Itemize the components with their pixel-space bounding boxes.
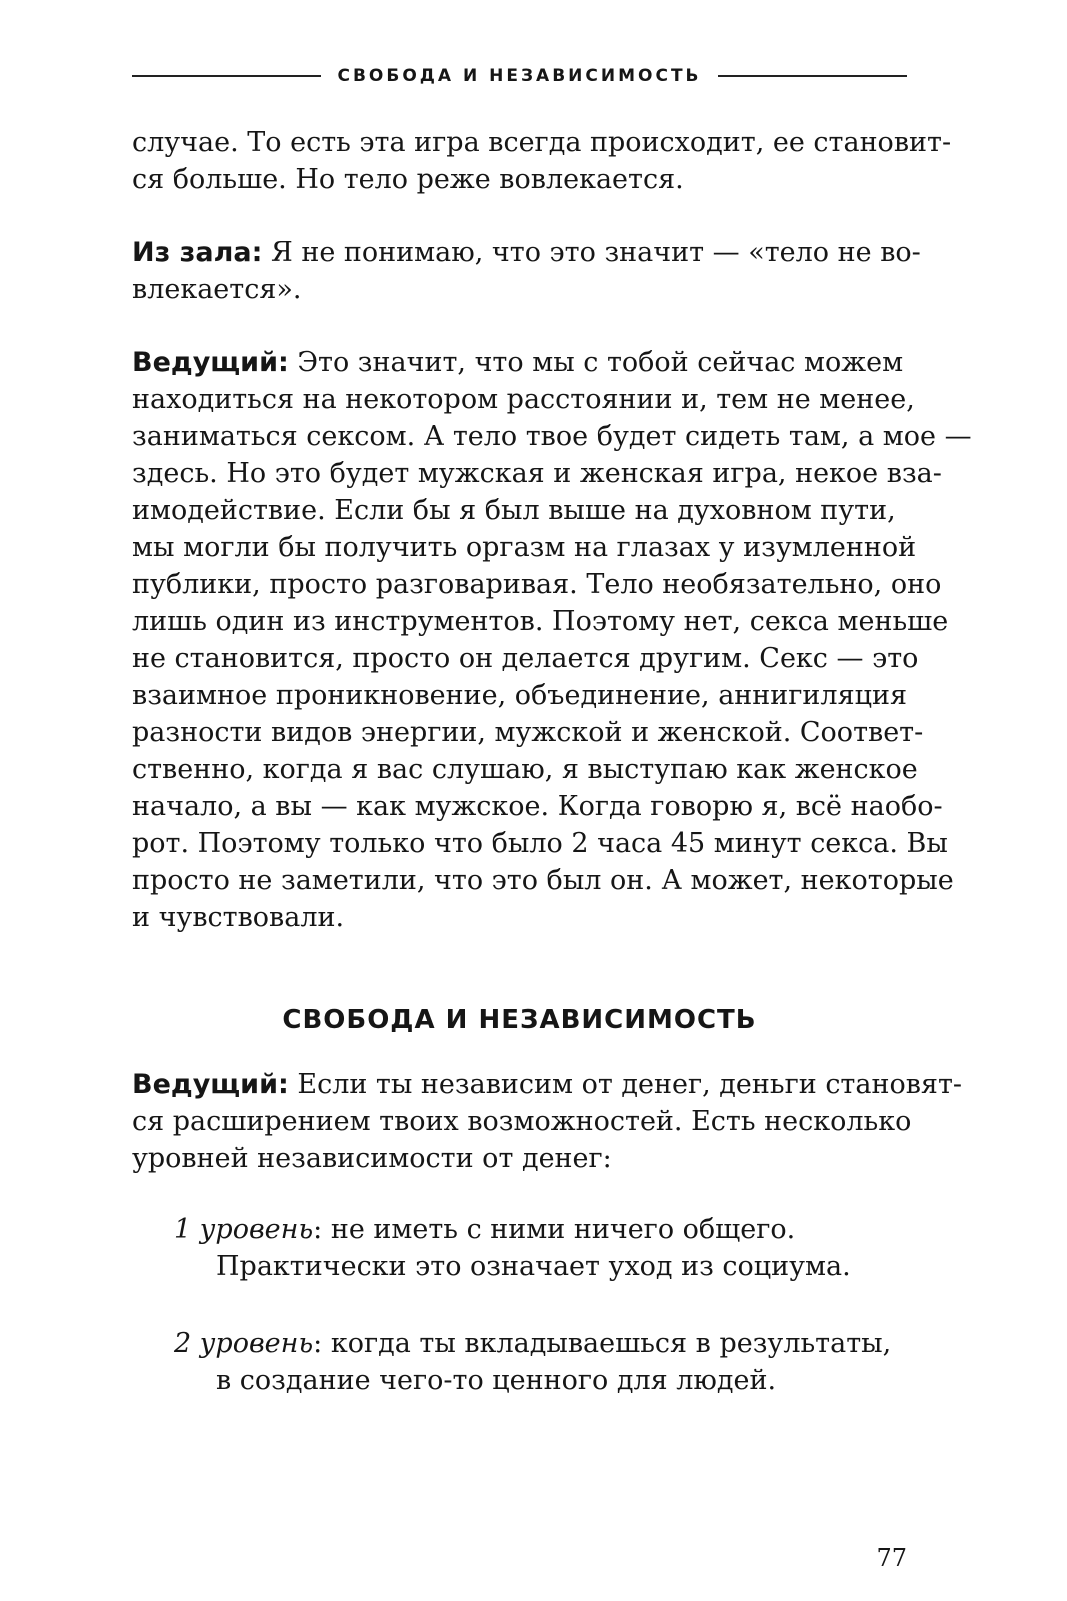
text-line xyxy=(132,1066,963,1103)
text-line: заниматься сексом. А тело твое будет сидеть там, а мое — xyxy=(132,421,972,452)
text-line: влекается». xyxy=(132,274,302,305)
audience-remark xyxy=(132,234,921,308)
running-head-title: СВОБОДА И НЕЗАВИСИМОСТЬ xyxy=(337,66,702,86)
text-line: рот. Поэтому только что было 2 часа 45 минут секса. Вы xyxy=(132,828,948,859)
page-number: 77 xyxy=(876,1544,907,1572)
level-text: : когда ты вкладываешься в результаты, xyxy=(313,1328,892,1359)
answer-text: Это значит, что мы с тобой сейчас можем xyxy=(288,347,904,378)
speaker-label: Ведущий: xyxy=(132,347,289,378)
speaker-label: Из зала: xyxy=(132,237,263,268)
text-line: случае. То есть эта игра всегда происходит, ее становит- xyxy=(132,127,952,158)
host-answer xyxy=(132,1066,963,1177)
text-line: имодействие. Если бы я был выше на духовном пути, xyxy=(132,495,896,526)
money-level-2 xyxy=(174,1325,907,1399)
text-line: ся больше. Но тело реже вовлекается. xyxy=(132,164,684,195)
level-label: 2 уровень xyxy=(174,1328,314,1359)
text-line: ственно, когда я вас слушаю, я выступаю как женское xyxy=(132,754,918,785)
text-line xyxy=(174,1325,907,1362)
text-line: находиться на некотором расстоянии и, тем не менее, xyxy=(132,384,915,415)
page-body xyxy=(132,124,972,936)
answer-text: Если ты независим от денег, деньги становят- xyxy=(288,1069,963,1100)
section-title: СВОБОДА И НЕЗАВИСИМОСТЬ xyxy=(282,1005,757,1035)
level-label: 1 уровень xyxy=(174,1214,314,1245)
text-line: лишь один из инструментов. Поэтому нет, секса меньше xyxy=(132,606,949,637)
section-body xyxy=(132,1066,963,1399)
running-head-left-rule xyxy=(132,75,321,77)
money-level-1 xyxy=(174,1211,907,1285)
text-line xyxy=(132,344,907,381)
text-line: не становится, просто он делается другим. Секс — это xyxy=(132,643,919,674)
text-line xyxy=(132,234,921,271)
remark-text: Я не понимаю, что это значит — «тело не во- xyxy=(262,237,921,268)
running-head xyxy=(132,62,907,90)
level-text: : не иметь с ними ничего общего. xyxy=(313,1214,796,1245)
text-line: мы могли бы получить оргазм на глазах у изумленной xyxy=(132,532,917,563)
host-answer xyxy=(132,344,972,936)
text-line: ся расширением твоих возможностей. Есть несколько xyxy=(132,1106,912,1137)
text-line xyxy=(174,1211,907,1248)
text-line: Практически это означает уход из социума. xyxy=(216,1251,851,1282)
running-head-right-rule xyxy=(718,75,907,77)
text-line: в создание чего-то ценного для людей. xyxy=(216,1365,777,1396)
text-line: начало, а вы — как мужское. Когда говорю я, всё наобо- xyxy=(132,791,943,822)
text-line: уровней независимости от денег: xyxy=(132,1143,612,1174)
text-line: публики, просто разговаривая. Тело необязательно, оно xyxy=(132,569,942,600)
text-line: и чувствовали. xyxy=(132,902,345,933)
section-heading-block xyxy=(132,1002,907,1039)
text-line: взаимное проникновение, объединение, аннигиляция xyxy=(132,680,907,711)
paragraph-continuation xyxy=(132,124,952,198)
text-line: разности видов энергии, мужской и женской. Соответ- xyxy=(132,717,924,748)
text-line: просто не заметили, что это был он. А может, некоторые xyxy=(132,865,954,896)
text-line: здесь. Но это будет мужская и женская игра, некое вза- xyxy=(132,458,942,489)
speaker-label: Ведущий: xyxy=(132,1069,289,1100)
